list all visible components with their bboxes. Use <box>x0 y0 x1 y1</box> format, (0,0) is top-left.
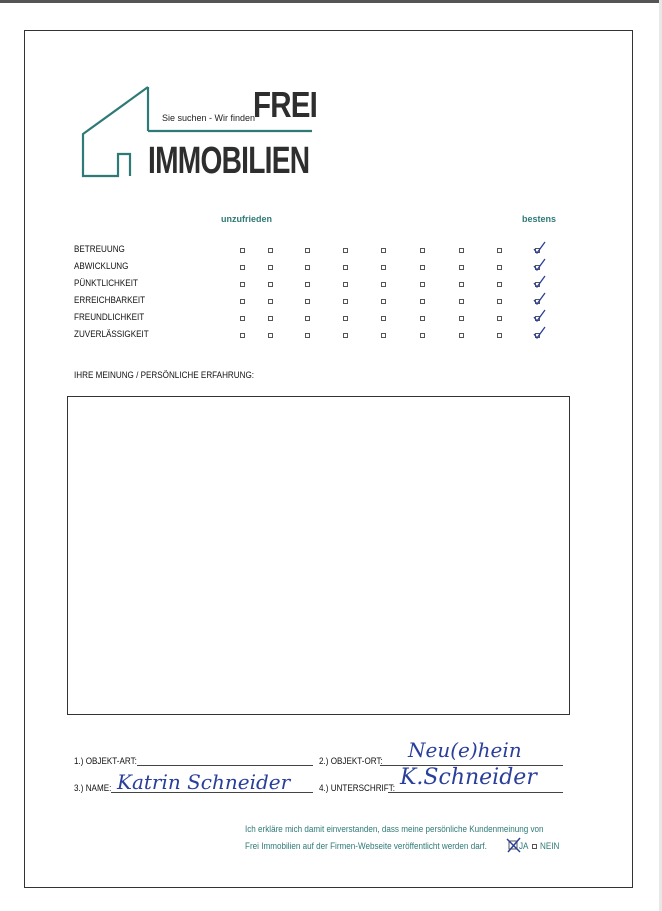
criterion-erreichbarkeit: ERREICHBARKEIT <box>74 295 146 305</box>
objekt-ort-handwriting: Neu(e)hein <box>408 738 522 762</box>
rating-checkbox[interactable] <box>305 299 310 304</box>
scan-edge-top <box>0 0 662 3</box>
rating-checkbox[interactable] <box>240 316 245 321</box>
rating-checkbox[interactable] <box>305 265 310 270</box>
rating-checkbox[interactable] <box>240 299 245 304</box>
criterion-abwicklung: ABWICKLUNG <box>74 261 129 271</box>
rating-checkbox[interactable] <box>268 316 273 321</box>
rating-checkbox[interactable] <box>420 316 425 321</box>
objekt-ort-label: 2.) OBJEKT-ORT: <box>319 756 383 766</box>
rating-checkbox[interactable] <box>459 316 464 321</box>
rating-checkbox[interactable] <box>497 333 502 338</box>
rating-checkbox[interactable] <box>268 265 273 270</box>
check-mark-icon <box>532 240 548 256</box>
rating-checkbox[interactable] <box>459 299 464 304</box>
rating-checkbox[interactable] <box>497 316 502 321</box>
rating-checkbox[interactable] <box>459 248 464 253</box>
check-mark-icon <box>532 291 548 307</box>
rating-checkbox[interactable] <box>240 282 245 287</box>
rating-checkbox[interactable] <box>459 265 464 270</box>
rating-checkbox[interactable] <box>497 248 502 253</box>
rating-checkbox[interactable] <box>420 265 425 270</box>
scale-high-label: bestens <box>522 214 557 224</box>
name-label: 3.) NAME: <box>74 783 112 793</box>
rating-checkbox[interactable] <box>343 282 348 287</box>
name-handwriting: Katrin Schneider <box>117 770 291 794</box>
rating-checkbox[interactable] <box>343 299 348 304</box>
rating-checkbox[interactable] <box>420 333 425 338</box>
rating-checkbox[interactable] <box>459 333 464 338</box>
consent-option-nein: NEIN <box>540 841 560 851</box>
rating-checkbox[interactable] <box>381 333 386 338</box>
rating-checkbox[interactable] <box>343 316 348 321</box>
brand-name-frei: FREI <box>253 84 317 125</box>
rating-checkbox[interactable] <box>381 299 386 304</box>
rating-checkbox[interactable] <box>420 248 425 253</box>
rating-checkbox[interactable] <box>420 299 425 304</box>
opinion-textbox[interactable] <box>67 396 570 715</box>
brand-name-immobilien: IMMOBILIEN <box>148 140 310 182</box>
rating-checkbox[interactable] <box>240 265 245 270</box>
opinion-label: IHRE MEINUNG / PERSÖNLICHE ERFAHRUNG: <box>74 370 255 380</box>
rating-checkbox[interactable] <box>497 299 502 304</box>
rating-checkbox[interactable] <box>343 248 348 253</box>
rating-checkbox[interactable] <box>497 282 502 287</box>
objekt-art-field[interactable] <box>137 765 313 766</box>
rating-checkbox[interactable] <box>343 265 348 270</box>
rating-checkbox[interactable] <box>268 248 273 253</box>
criterion-puenktlichkeit: PÜNKTLICHKEIT <box>74 278 138 288</box>
criterion-zuverlaessigkeit: ZUVERLÄSSIGKEIT <box>74 329 149 339</box>
rating-checkbox[interactable] <box>381 265 386 270</box>
scale-low-label: unzufrieden <box>221 214 272 224</box>
rating-checkbox[interactable] <box>381 282 386 287</box>
check-mark-icon <box>532 308 548 324</box>
rating-checkbox[interactable] <box>240 333 245 338</box>
logo-tagline: Sie suchen - Wir finden <box>162 113 256 123</box>
rating-checkbox[interactable] <box>381 316 386 321</box>
rating-checkbox[interactable] <box>305 316 310 321</box>
rating-checkbox[interactable] <box>343 333 348 338</box>
rating-checkbox[interactable] <box>381 248 386 253</box>
signature-handwriting: K.Schneider <box>400 765 537 790</box>
consent-option-ja: JA <box>519 841 529 851</box>
rating-checkbox[interactable] <box>240 248 245 253</box>
check-mark-icon <box>532 325 548 341</box>
rating-checkbox[interactable] <box>305 248 310 253</box>
rating-checkbox[interactable] <box>497 265 502 270</box>
check-mark-icon <box>532 274 548 290</box>
rating-checkbox[interactable] <box>305 333 310 338</box>
consent-text-line2: Frei Immobilien auf der Firmen-Webseite veröffentlicht werden darf. <box>245 841 487 851</box>
rating-checkbox[interactable] <box>268 282 273 287</box>
unterschrift-field[interactable] <box>388 792 563 793</box>
rating-checkbox[interactable] <box>420 282 425 287</box>
check-mark-icon <box>532 257 548 273</box>
rating-checkbox[interactable] <box>305 282 310 287</box>
rating-checkbox[interactable] <box>268 299 273 304</box>
nein-checkbox[interactable] <box>532 844 537 849</box>
rating-checkbox[interactable] <box>268 333 273 338</box>
rating-checkbox[interactable] <box>459 282 464 287</box>
consent-text-line1: Ich erkläre mich damit einverstanden, dass meine persönliche Kundenmeinung von <box>245 824 544 834</box>
unterschrift-label: 4.) UNTERSCHRIFT: <box>319 783 396 793</box>
criterion-betreuung: BETREUUNG <box>74 244 125 254</box>
criterion-freundlichkeit: FREUNDLICHKEIT <box>74 312 145 322</box>
objekt-art-label: 1.) OBJEKT-ART: <box>74 756 137 766</box>
